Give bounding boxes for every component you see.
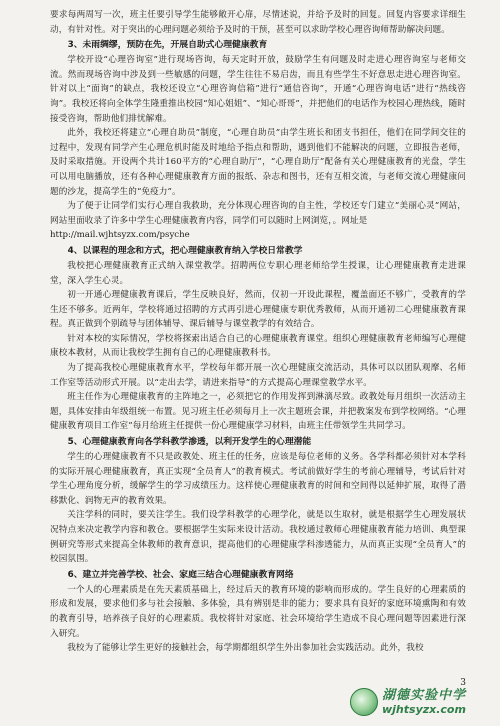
watermark	[350, 684, 492, 720]
paragraph: 一个人的心理素质是在先天素质基础上，经过后天的教育环境的影响而形成的。学生良好的心理素质的形成和发展，要求他们多与社会接触、多体验，具有辨别是非的能力；要求具有良好的家庭环境熏陶和有效的教育引导，培养孩子良好的心理素质。我校将针对家庭、社会环境给学生造成不良心理问题等因素进行深入研究。	[50, 584, 466, 639]
section-heading: 6、建立并完善学校、社会、家庭三结合心理健康教育网络	[67, 569, 294, 580]
section-6	[50, 568, 466, 656]
section-3	[50, 38, 466, 243]
watermark-url: wjhtsyzx.com	[382, 703, 466, 716]
watermark-text	[382, 689, 466, 715]
paragraph: 关注学科的同时，要关注学生。我们设学科教学的心理学化，就是以生取材，就是根据学生心理发展状况特点来决定教学内容和教仓。要根据学生实际来设计活动。我校通过教师心理健康教育能力培训、典型课例研究等形式来提高全体教师的教育意识，提高他们的心理健康学科渗透能力，从而真正实现“全员育人”的校园氛围。	[50, 510, 466, 565]
section-heading: 5、心理健康教育向各学科教学渗透，以利开发学生的心理潜能	[67, 437, 312, 448]
watermark-name: 湖德实验中学	[382, 688, 467, 703]
paragraph: 学校开设“心理咨询室”进行现场咨询，每天定时开放，鼓励学生有问题及时走进心理咨询室与老师交流。然而现场咨询中涉及到一些敏感的问题，学生往往不易启齿，而且有些学生不好意思走进心理咨询室。针对以上“面询”的缺点，我校还设立“心理咨询信箱”进行“通信咨询”，开通“心理咨询电话”进行“热线咨询”。我校还将向全体学生隆重推出校园“知心姐姐”、“知心哥哥”，并把他们的电话作为校园心理热线，随时接受咨询，帮助他们排忧解难。	[50, 55, 466, 124]
paragraph: 学生的心理健康教育不只是政教处、班主任的任务，应该是每位老师的义务。各学科都必须针对本学科的实际开展心理健康教育，真正实现“全员育人”的教育模式。考试前做好学生的考前心理辅导，考试后针对学生心理角度分析，缓解学生的学习成绩压力。这样使心理健康教育的时间和空间得以延伸扩展，取得了潜移默化、润物无声的教育效果。	[50, 452, 466, 506]
school-logo-icon	[350, 688, 378, 716]
paragraph: 初一开通心理健康教育课后，学生反映良好，然而，仅初一开设此课程，覆盖面还不够广，受教育的学生还不够多。近两年，学校将通过招聘的方式再引进心理健康专职优秀教师，从而开通初二心理健康教育课程。真正做到个别疏导与团体辅导、课后辅导与课堂教学的有效结合。	[50, 290, 466, 330]
section-heading: 3、未雨绸缪，预防在先，开展自助式心理健康教育	[67, 40, 268, 51]
paragraph: 此外，我校还将建立“心理自助员”制度，“心理自助员”由学生班长和团支书担任，他们在同学间交往的过程中，发现有同学产生心理危机时能及时地给予指点和帮助，遇到他们不能解决的问题，立即报告老师，及时采取措施。开设两个共计160平方的“心理自助厅”，“心理自助厅”配备有关心理健康教育的光盘，学生可以用电脑播放，还有各种心理健康教育方面的报纸、杂志和图书，还有互相交流，与老师交流心理健康问题的沙龙，提高学生的“免疫力”。	[50, 128, 466, 197]
section-5	[50, 435, 466, 567]
paragraph: 我校为了能够让学生更好的接触社会，每学期都组织学生外出参加社会实践活动。此外，我校	[67, 643, 424, 654]
section-4	[50, 244, 466, 434]
paragraph: 我校把心理健康教育正式纳入课堂教学。招聘两位专职心理老师给学生授课，让心理健康教育走进课堂，深入学生心灵。	[50, 260, 466, 286]
paragraph: 针对本校的实际情况，学校将探索出适合自己的心理健康教育课堂。组织心理健康教育老师编写心理健康校本教材，从而让我校学生拥有自己的心理健康教科书。	[50, 333, 466, 359]
paragraph: 为了便于让同学们实行心理自我救助，充分体现心理咨询的自主性，学校还专门建立“美丽心灵”网站，网站里面收录了许多中学生心理健康教育内容，同学们可以随时上网浏览，。网址是	[50, 201, 466, 226]
paragraph: 要求每两周写一次，班主任要引导学生能够敞开心扉，尽情述说，并给予及时的回复。回复内容要求详细生动，有针对性。对于突出的心理问题必须给予及时的干预，甚至可以求助学校心理咨询师帮助解决问题。	[50, 10, 466, 35]
paragraph: 为了提高我校心理健康教育水平，学校每年都开展一次心理健康交流活动，具体可以以团队观摩、名师工作室等活动形式开展。以“走出去学，请进来指导”的方式提高心理课堂教学水平。	[50, 363, 466, 388]
intro-block	[50, 8, 466, 37]
section-heading: 4、以课程的理念和方式，把心理健康教育纳入学校日常教学	[67, 245, 303, 256]
website-url[interactable]: http://mail.wjhtsyzx.com/psyche	[50, 230, 190, 241]
paragraph: 班主任作为心理健康教育的主阵地之一，必须把它的作用发挥到淋漓尽致。政教处每月组织一次活动主题，具体安排由年级组统一布置。见习班主任必须每月上一次主题班会课，并把教案发布到学校网络。“心理健康教育项目工作室”每月给班主任提供一份心理健康学习材料，由班主任带领学生共同学习。	[50, 392, 466, 432]
page-number: 3	[460, 678, 466, 688]
